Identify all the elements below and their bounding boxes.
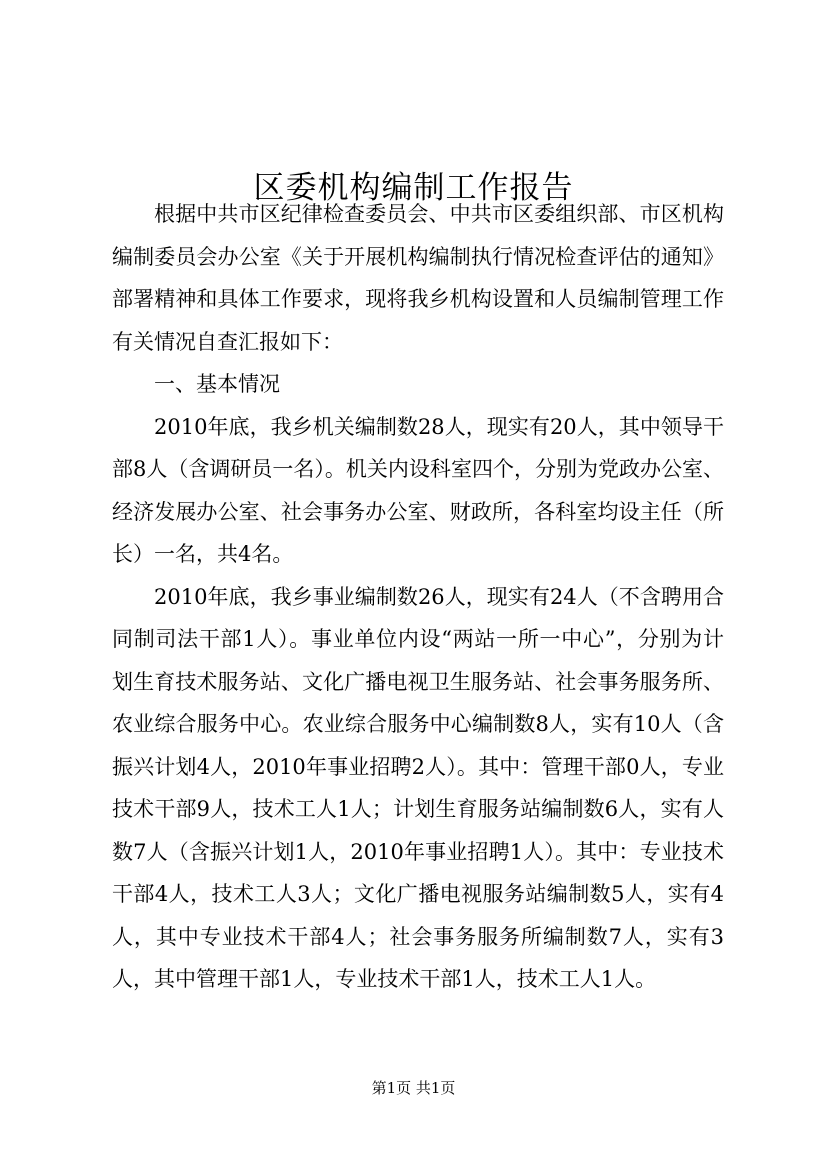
paragraph-intro: 根据中共市区纪律检查委员会、中共市区委组织部、市区机构编制委员会办公室《关于开展机构编制执行情况检查评估的通知》部署精神和具体工作要求，现将我乡机构设置和人员编制管理工作有关情况自查汇报如下：	[112, 202, 724, 354]
paragraph-institutional-staffing: 2010年底，我乡事业编制数26人，现实有24人（不含聘用合同制司法干部1人）。事业单位内设“两站一所一中心”，分别为计划生育技术服务站、文化广播电视卫生服务站、社会事务服务所、农业综合服务中心。农业综合服务中心编制数8人，实有10人（含振兴计划4人，2010年事业招聘2人）。其中：管理干部0人，专业技术干部9人，技术工人1人；计划生育服务站编制数6人，实有人数7人（含振兴计划1人，2010年事业招聘1人）。其中：专业技术干部4人，技术工人3人；文化广播电视服务站编制数5人，实有4人，其中专业技术干部4人；社会事务服务所编制数7人，实有3人，其中管理干部1人，专业技术干部1人，技术工人1人。	[112, 584, 724, 991]
document-body	[112, 193, 724, 1001]
section-heading-basic-situation: 一、基本情况	[154, 372, 280, 396]
document-title: 区委机构编制工作报告	[253, 169, 574, 206]
page-footer: 第1页 共1页	[371, 1079, 456, 1097]
paragraph-administrative-staffing: 2010年底，我乡机关编制数28人，现实有20人，其中领导干部8人（含调研员一名）。机关内设科室四个，分别为党政办公室、经济发展办公室、社会事务办公室、财政所，各科室均设主任（所长）一名，共4名。	[112, 414, 724, 566]
